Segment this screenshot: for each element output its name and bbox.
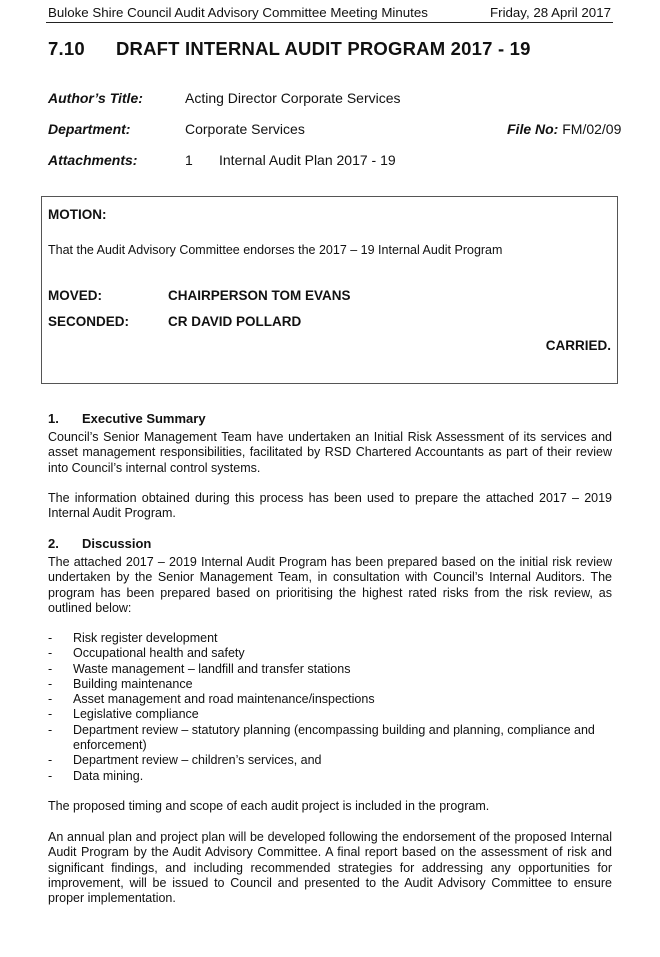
- list-item-text: Data mining.: [73, 768, 144, 783]
- list-item: [48, 753, 612, 768]
- seconded-value: CR DAVID POLLARD: [168, 314, 302, 329]
- bullet-marker: -: [48, 676, 53, 691]
- motion-box: [41, 196, 618, 384]
- seconded-label: SECONDED:: [48, 314, 130, 329]
- section-heading-executive-summary: [48, 411, 206, 426]
- list-item-text: Waste management – landfill and transfer stations: [73, 661, 351, 676]
- item-heading: DRAFT INTERNAL AUDIT PROGRAM 2017 - 19: [116, 38, 531, 59]
- bullet-marker: -: [48, 722, 53, 737]
- header-meeting-date: Friday, 28 April 2017: [490, 5, 611, 20]
- list-item: [48, 707, 612, 722]
- list-item: [48, 723, 612, 754]
- moved-label: MOVED:: [48, 288, 102, 303]
- motion-text: That the Audit Advisory Committee endorses the 2017 – 19 Internal Audit Program: [48, 243, 503, 257]
- section-title: Executive Summary: [82, 411, 206, 426]
- section-number: 1.: [48, 411, 59, 426]
- bullet-marker: -: [48, 631, 53, 645]
- section-heading-discussion: [48, 536, 151, 551]
- list-item-text: Building maintenance: [73, 676, 193, 691]
- file-number: [507, 121, 621, 137]
- executive-summary-paragraph-2: The information obtained during this process has been used to prepare the attached 2017 – 2019 Internal Audit Program.: [48, 491, 612, 521]
- attachment-name: Internal Audit Plan 2017 - 19: [219, 152, 396, 168]
- moved-value: CHAIRPERSON TOM EVANS: [168, 288, 351, 303]
- department-value: Corporate Services: [185, 121, 305, 137]
- discussion-paragraph-2: The proposed timing and scope of each audit project is included in the program.: [48, 799, 490, 813]
- list-item: [48, 646, 612, 661]
- discussion-paragraph-1: The attached 2017 – 2019 Internal Audit Program has been prepared based on the initial risk review undertaken by the Senior Management Team, in consultation with Council’s Internal Auditors. The program has been prepared based on prioritising the highest rated risks from the risk review, as outlined below:: [48, 555, 612, 615]
- executive-summary-paragraph-1: Council’s Senior Management Team have undertaken an Initial Risk Assessment of its services and asset management responsibilities, facilitated by RSD Chartered Accountants as part of their review into Council’s internal control systems.: [48, 430, 612, 475]
- list-item: [48, 677, 612, 692]
- item-number: 7.10: [48, 38, 85, 59]
- list-item-text: Department review – statutory planning (encompassing building and planning, compliance and enforcement): [73, 722, 595, 753]
- list-item-text: Asset management and road maintenance/inspections: [73, 692, 375, 707]
- risk-list: [48, 631, 612, 784]
- discussion-paragraph-3: An annual plan and project plan will be developed following the endorsement of the proposed Internal Audit Program by the Audit Advisory Committee. A final report based on the assessment of risk and significant findings, and including recommended strategies for addressing any opportunities for improvement, will be issued to Council and presented to the Audit Advisory Committee to ensure proper implementation.: [48, 830, 612, 906]
- list-item: [48, 769, 612, 784]
- list-item-text: Department review – children’s services, and: [73, 753, 322, 768]
- page-header: [46, 4, 613, 23]
- header-meeting-title: Buloke Shire Council Audit Advisory Committee Meeting Minutes: [48, 5, 428, 20]
- file-number-value: FM/02/09: [562, 121, 622, 137]
- author-value: Acting Director Corporate Services: [185, 90, 401, 106]
- motion-result: CARRIED.: [545, 338, 611, 353]
- bullet-marker: -: [48, 753, 53, 768]
- list-item: [48, 631, 612, 646]
- list-item: [48, 662, 612, 677]
- motion-title: MOTION:: [48, 207, 107, 222]
- bullet-marker: -: [48, 692, 53, 707]
- list-item-text: Legislative compliance: [73, 707, 199, 722]
- section-number: 2.: [48, 536, 59, 551]
- attachment-number: 1: [185, 152, 193, 168]
- bullet-marker: -: [48, 707, 53, 722]
- file-number-label: File No:: [507, 121, 559, 137]
- bullet-marker: -: [48, 646, 53, 661]
- list-item: [48, 692, 612, 707]
- list-item-text: Occupational health and safety: [73, 646, 245, 661]
- section-title: Discussion: [82, 536, 152, 551]
- bullet-marker: -: [48, 768, 53, 783]
- department-label: Department:: [48, 121, 131, 137]
- item-title: [48, 38, 531, 60]
- list-item-text: Risk register development: [73, 631, 218, 645]
- bullet-marker: -: [48, 661, 53, 676]
- attachments-label: Attachments:: [48, 152, 138, 168]
- author-label: Author’s Title:: [48, 90, 143, 106]
